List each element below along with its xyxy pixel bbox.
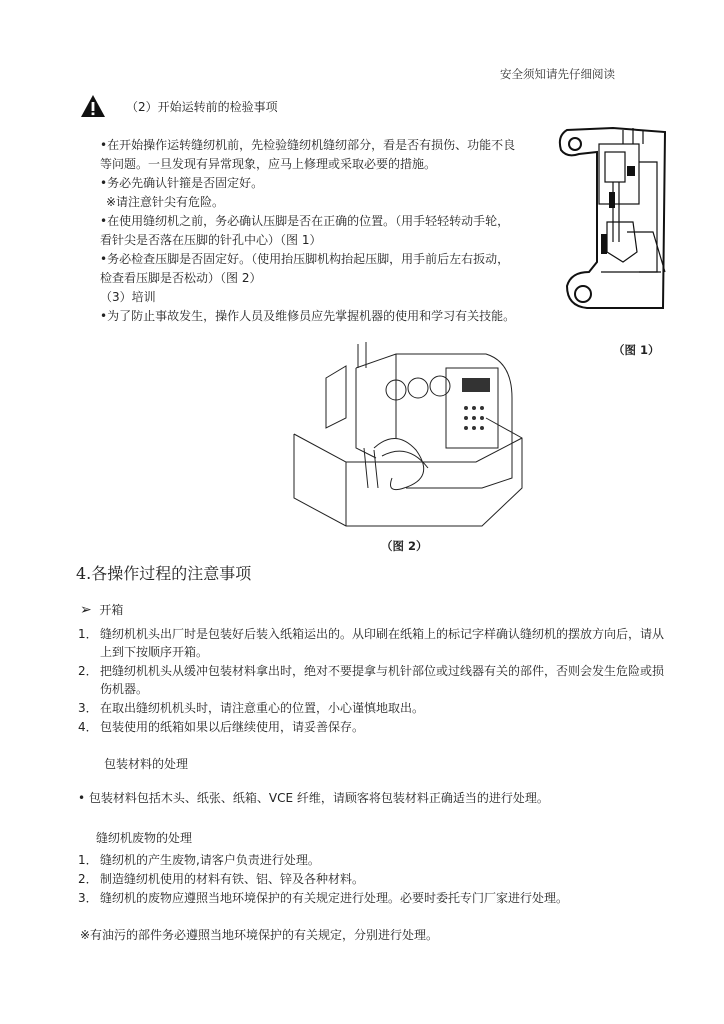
body-line: •在使用缝纫机之前，务必确认压脚是否在正确的位置。（用手轻轻转动手轮， (100, 214, 510, 228)
body-line: •为了防止事故发生，操作人员及维修员应先掌握机器的使用和学习有关技能。 (100, 309, 516, 323)
packaging-heading: 包装材料的处理 (104, 757, 189, 771)
body-line: 等问题。一旦发现有异常现象，应马上修理或采取必要的措施。 (100, 157, 437, 171)
body-line: •务必检查压脚是否固定好。（使用抬压脚机构抬起压脚，用手前后左右扳动， (100, 252, 510, 266)
subheading-training: （3）培训 (100, 290, 156, 304)
figure-2-caption: （图 2） (381, 539, 428, 553)
list-item: 3． 缝纫机的废物应遵照当地环境保护的有关规定进行处理。必要时委托专门厂家进行处理。 (78, 891, 569, 905)
list-item: 4． 包装使用的纸箱如果以后继续使用，请妥善保存。 (78, 720, 365, 734)
warning-icon (80, 94, 106, 118)
unboxing-heading-label: 开箱 (99, 603, 124, 617)
oil-parts-note: ※有油污的部件务必遵照当地环境保护的有关规定，分别进行处理。 (80, 928, 439, 942)
list-item: 1． 缝纫机机头出厂时是包装好后装入纸箱运出的。从印刷在纸箱上的标记字样确认缝纫机的摆放方向后，请从 (78, 627, 665, 641)
figure-1-caption: （图 1） (613, 343, 660, 357)
list-item: 2． 制造缝纫机使用的材料有铁、铝、锌及各种材料。 (78, 872, 365, 886)
page-header: 安全须知请先仔细阅读 (500, 67, 615, 81)
body-line: •务必先确认针箍是否固定好。 (100, 176, 264, 190)
list-item-cont: 上到下按顺序开箱。 (100, 645, 209, 659)
packaging-bullet: • 包装材料包括木头、纸张、纸箱、VCE 纤维，请顾客将包装材料正确适当的进行处理。 (78, 791, 549, 805)
figure-1-presser-foot (553, 122, 673, 322)
section-4-title: 4.各操作过程的注意事项 (76, 564, 252, 583)
waste-heading: 缝纫机废物的处理 (96, 831, 193, 845)
unboxing-heading (80, 601, 123, 620)
arrow-bullet-icon: ➢ (80, 602, 92, 618)
list-item: 1． 缝纫机的产生废物,请客户负责进行处理。 (78, 853, 320, 867)
list-item: 3． 在取出缝纫机机头时，请注意重心的位置，小心谨慎地取出。 (78, 701, 425, 715)
body-line: 检查看压脚是否松动）（图 2） (100, 271, 262, 285)
list-item: 2． 把缝纫机机头从缓冲包装材料拿出时，绝对不要提拿与机针部位或过线器有关的部件，否则会发生危险或损 (78, 664, 665, 678)
figure-2-overlock-machine (286, 338, 526, 534)
section-heading-start-check: （2）开始运转前的检验事项 (126, 100, 278, 114)
body-line: •在开始操作运转缝纫机前，先检验缝纫机缝纫部分，看是否有损伤、功能不良 (100, 138, 516, 152)
body-line: ※请注意针尖有危险。 (106, 195, 225, 209)
list-item-cont: 伤机器。 (100, 682, 149, 696)
body-line: 看针尖是否落在压脚的针孔中心）（图 1） (100, 233, 322, 247)
